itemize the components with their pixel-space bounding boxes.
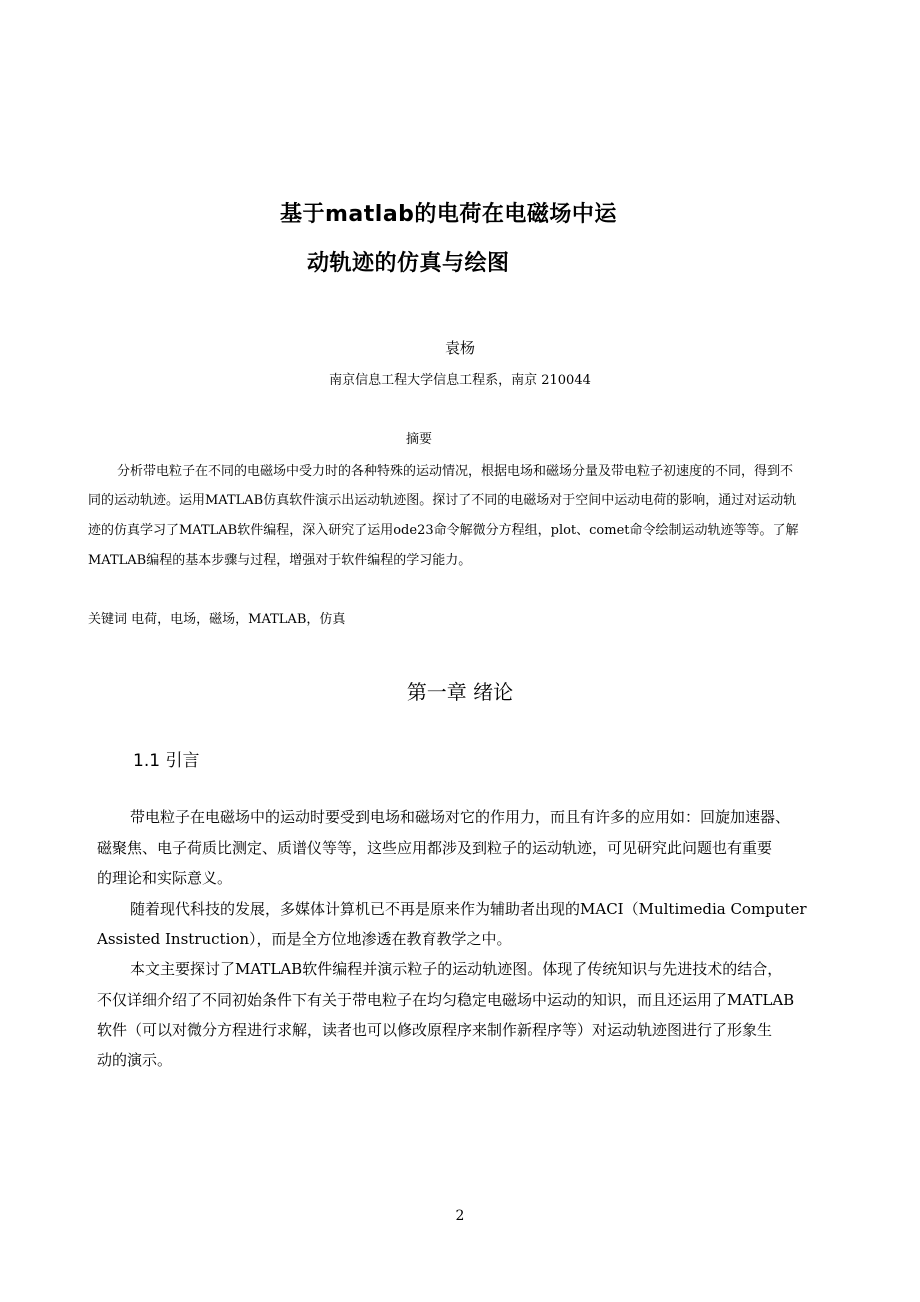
body-line: 带电粒子在电磁场中的运动时要受到电场和磁场对它的作用力，而且有许多的应用如：回旋加速器、 <box>130 808 791 826</box>
abstract-line: 迹的仿真学习了MATLAB软件编程，深入研究了运用ode23命令解微分方程组，plot、comet命令绘制运动轨迹等等。了解 <box>88 523 799 538</box>
body-line: 不仅详细介绍了不同初始条件下有关于带电粒子在均匀稳定电磁场中运动的知识，而且还运用了MATLAB <box>97 991 795 1009</box>
abstract-line: 分析带电粒子在不同的电磁场中受力时的各种特殊的运动情况，根据电场和磁场分量及带电粒子初速度的不同，得到不 <box>117 464 794 479</box>
abstract-heading: 摘要 <box>405 432 432 447</box>
body-line: 磁聚焦、电子荷质比测定、质谱仪等等，这些应用都涉及到粒子的运动轨迹，可见研究此问题也有重要 <box>97 839 773 857</box>
page-number: 2 <box>455 1208 465 1224</box>
paper-title-line-2: 动轨迹的仿真与绘图 <box>307 251 510 276</box>
abstract-line: MATLAB编程的基本步骤与过程，增强对于软件编程的学习能力。 <box>88 553 472 568</box>
author-affiliation: 南京信息工程大学信息工程系，南京 210044 <box>329 373 591 388</box>
body-line: 软件（可以对微分方程进行求解，读者也可以修改原程序来制作新程序等）对运动轨迹图进行了形象生 <box>97 1021 773 1039</box>
keywords: 关键词 电荷，电场，磁场，MATLAB，仿真 <box>88 612 346 627</box>
paper-title-line-1: 基于matlab的电荷在电磁场中运 <box>280 202 617 227</box>
abstract-line: 同的运动轨迹。运用MATLAB仿真软件演示出运动轨迹图。探讨了不同的电磁场对于空间中运动电荷的影响，通过对运动轨 <box>88 493 797 508</box>
body-line: 动的演示。 <box>97 1051 173 1069</box>
body-line: Assisted Instruction），而是全方位地渗透在教育教学之中。 <box>97 930 512 948</box>
chapter-title: 第一章 绪论 <box>406 680 514 704</box>
author-name: 袁杨 <box>444 339 475 357</box>
body-line: 的理论和实际意义。 <box>97 869 233 887</box>
body-line: 随着现代科技的发展，多媒体计算机已不再是原来作为辅助者出现的MACI（Multimedia Computer <box>130 900 807 918</box>
body-line: 本文主要探讨了MATLAB软件编程并演示粒子的运动轨迹图。体现了传统知识与先进技术的结合， <box>130 960 783 978</box>
section-title: 1.1 引言 <box>133 751 200 771</box>
